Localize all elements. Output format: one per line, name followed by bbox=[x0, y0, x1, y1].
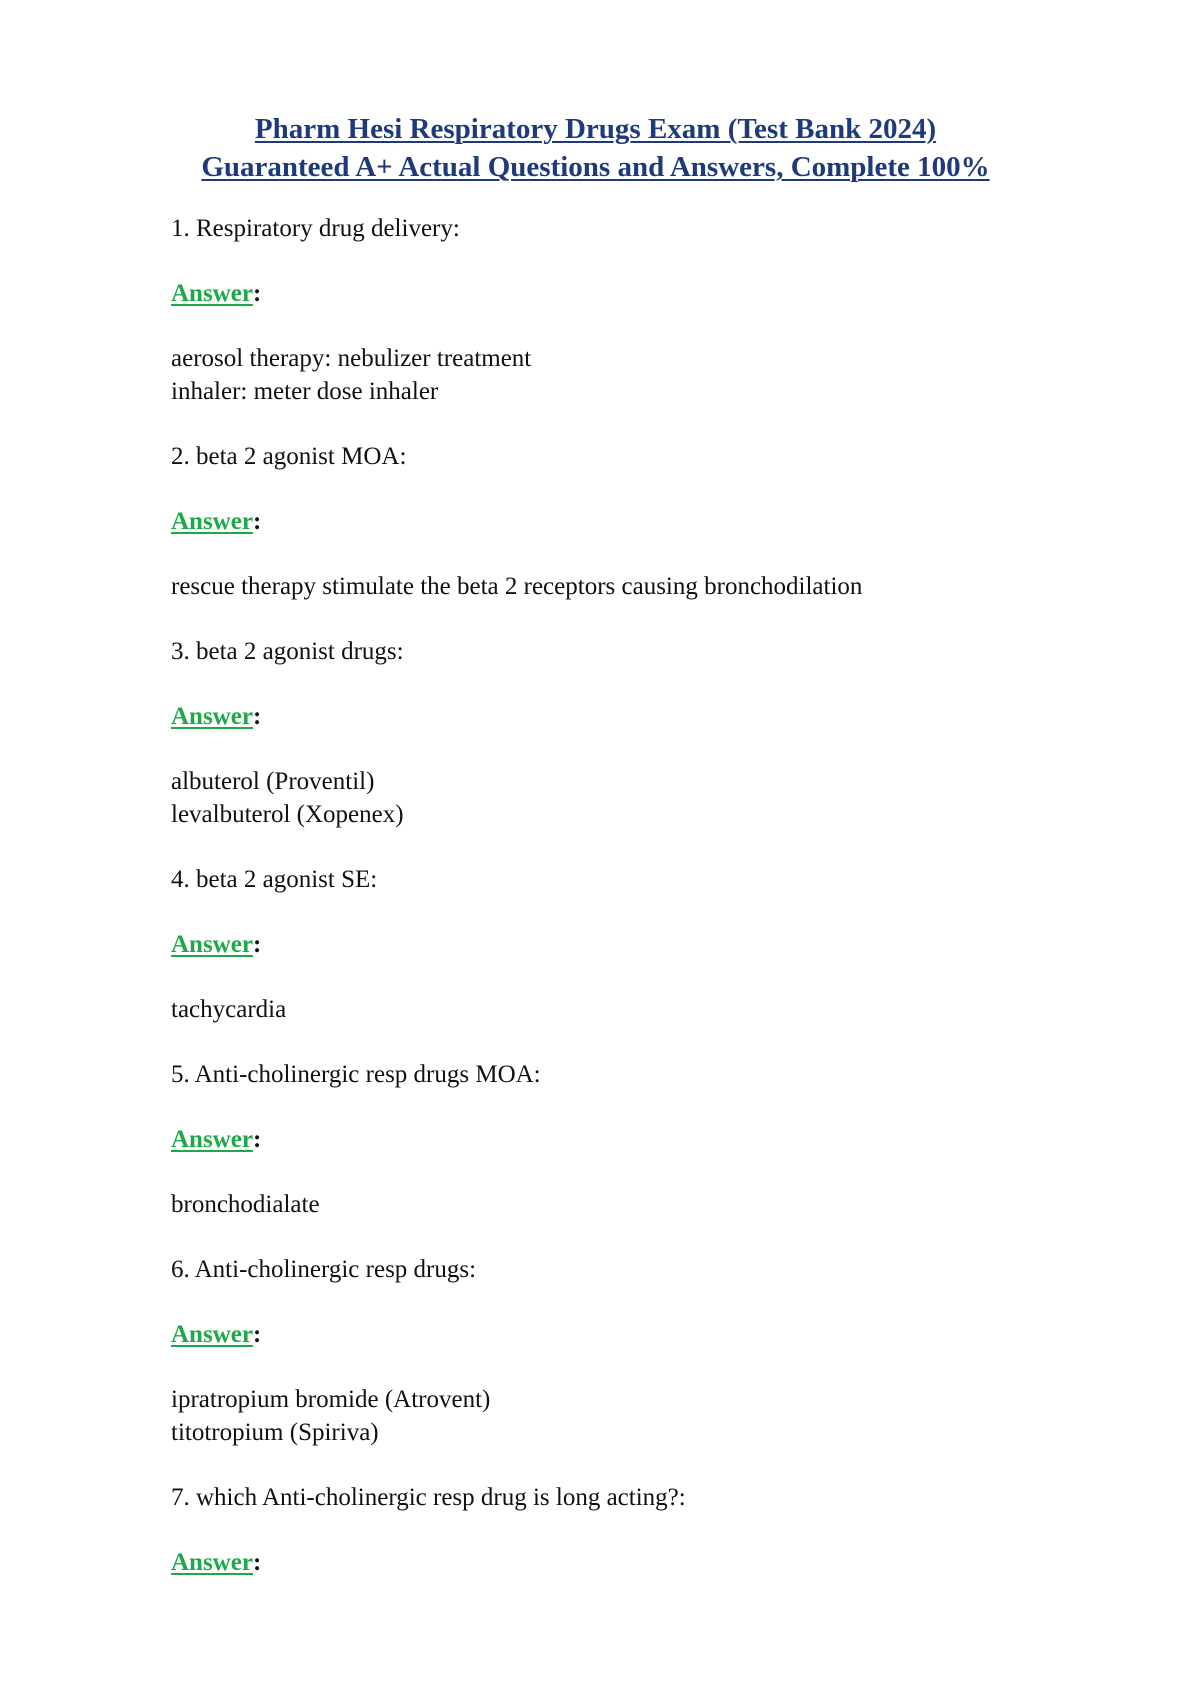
answer-text bbox=[171, 570, 1131, 603]
answer-line: ipratropium bromide (Atrovent) bbox=[171, 1386, 491, 1413]
title-line-1: Pharm Hesi Respiratory Drugs Exam (Test Bank 2024) bbox=[254, 113, 937, 145]
answer-line: aerosol therapy: nebulizer treatment bbox=[171, 345, 532, 372]
question-text: 4. beta 2 agonist SE: bbox=[171, 866, 378, 893]
question-text: 2. beta 2 agonist MOA: bbox=[171, 443, 407, 470]
answer-colon: : bbox=[252, 1549, 262, 1576]
answer-label bbox=[171, 700, 1131, 733]
answer-colon: : bbox=[252, 931, 262, 958]
answer-line: levalbuterol (Xopenex) bbox=[171, 801, 404, 828]
qa-item-6 bbox=[171, 1253, 1131, 1449]
answer-text bbox=[171, 993, 1131, 1026]
answer-label bbox=[171, 1123, 1131, 1156]
answer-label bbox=[171, 505, 1131, 538]
answer-word: Answer bbox=[171, 508, 253, 535]
answer-colon: : bbox=[252, 508, 262, 535]
question-text: 1. Respiratory drug delivery: bbox=[171, 215, 460, 242]
answer-word: Answer bbox=[171, 931, 253, 958]
answer-label bbox=[171, 277, 1131, 310]
answer-line: bronchodialate bbox=[171, 1191, 320, 1218]
answer-word: Answer bbox=[171, 1126, 253, 1153]
qa-item-3 bbox=[171, 635, 1131, 831]
answer-line: inhaler: meter dose inhaler bbox=[171, 378, 439, 405]
answer-text bbox=[171, 765, 1131, 831]
answer-colon: : bbox=[252, 703, 262, 730]
answer-label bbox=[171, 928, 1131, 961]
title-line-2: Guaranteed A+ Actual Questions and Answers, Complete 100% bbox=[201, 151, 990, 183]
qa-item-1 bbox=[171, 212, 1131, 408]
answer-line: titotropium (Spiriva) bbox=[171, 1419, 379, 1446]
answer-word: Answer bbox=[171, 1321, 253, 1348]
qa-item-2 bbox=[171, 440, 1131, 603]
answer-text bbox=[171, 342, 1131, 408]
answer-colon: : bbox=[252, 1321, 262, 1348]
document-title bbox=[0, 110, 1191, 186]
answer-label bbox=[171, 1318, 1131, 1351]
question-text: 5. Anti-cholinergic resp drugs MOA: bbox=[171, 1061, 541, 1088]
answer-colon: : bbox=[252, 1126, 262, 1153]
question-text: 6. Anti-cholinergic resp drugs: bbox=[171, 1256, 477, 1283]
answer-word: Answer bbox=[171, 703, 253, 730]
answer-line: rescue therapy stimulate the beta 2 receptors causing bronchodilation bbox=[171, 573, 863, 600]
answer-word: Answer bbox=[171, 280, 253, 307]
answer-line: albuterol (Proventil) bbox=[171, 768, 375, 795]
answer-word: Answer bbox=[171, 1549, 253, 1576]
answer-colon: : bbox=[252, 280, 262, 307]
qa-list bbox=[171, 212, 1131, 1579]
answer-text bbox=[171, 1383, 1131, 1449]
qa-item-4 bbox=[171, 863, 1131, 1026]
answer-text bbox=[171, 1188, 1131, 1221]
answer-line: tachycardia bbox=[171, 996, 287, 1023]
qa-item-7 bbox=[171, 1481, 1131, 1579]
answer-label bbox=[171, 1546, 1131, 1579]
question-text: 3. beta 2 agonist drugs: bbox=[171, 638, 404, 665]
qa-item-5 bbox=[171, 1058, 1131, 1221]
question-text: 7. which Anti-cholinergic resp drug is long acting?: bbox=[171, 1484, 686, 1511]
